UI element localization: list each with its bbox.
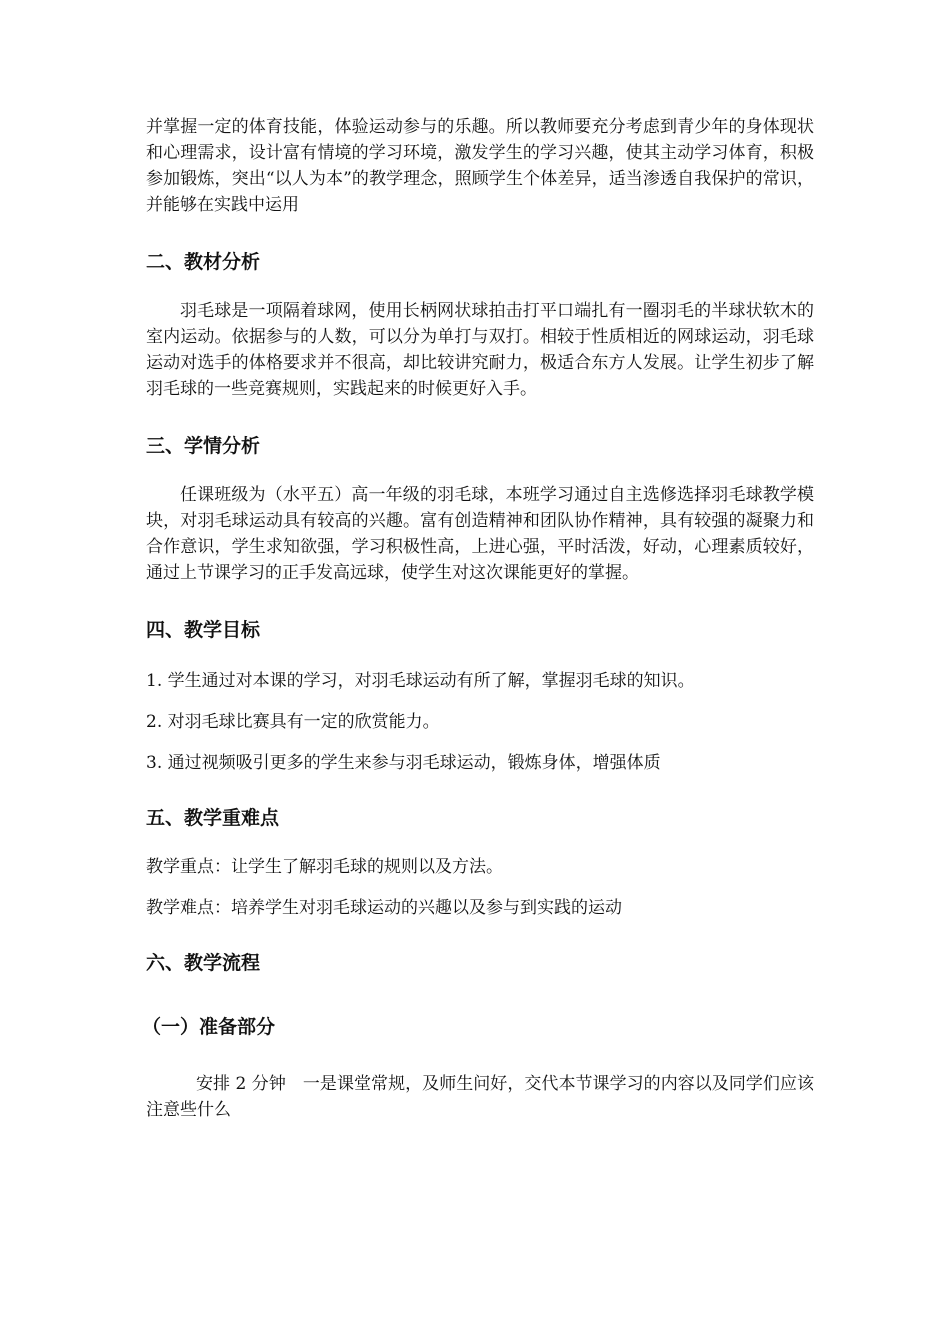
section-heading-key-points: 五、教学重难点: [146, 807, 280, 829]
key-focus: 教学重点：让学生了解羽毛球的规则以及方法。: [146, 857, 503, 877]
key-difficulty: 教学难点：培养学生对羽毛球运动的兴趣以及参与到实践的运动: [146, 898, 622, 918]
preparation-paragraph: 安排 2 分钟 一是课堂常规，及师生问好，交代本节课学习的内容以及同学们应该注意些什么: [146, 1074, 814, 1120]
section-heading-students: 三、学情分析: [146, 435, 261, 457]
section-heading-materials: 二、教材分析: [146, 251, 261, 273]
materials-paragraph: 羽毛球是一项隔着球网，使用长柄网状球拍击打平口端扎有一圈羽毛的半球状软木的室内运动。依据参与的人数，可以分为单打与双打。相较于性质相近的网球运动，羽毛球运动对选手的体格要求并不很高，却比较讲究耐力，极适合东方人发展。让学生初步了解羽毛球的一些竞赛规则，实践起来的时候更好入手。: [146, 301, 814, 399]
section-heading-objectives: 四、教学目标: [146, 619, 261, 641]
section-heading-process: 六、教学流程: [146, 952, 261, 974]
intro-paragraph: 并掌握一定的体育技能，体验运动参与的乐趣。所以教师要充分考虑到青少年的身体现状和心理需求，设计富有情境的学习环境，激发学生的学习兴趣，使其主动学习体育，积极参加锻炼，突出“以人为本”的教学理念，照顾学生个体差异，适当渗透自我保护的常识，并能够在实践中运用: [146, 117, 814, 215]
document-body: [142, 114, 814, 1123]
objective-item-3: 3. 通过视频吸引更多的学生来参与羽毛球运动，锻炼身体，增强体质: [146, 753, 661, 773]
students-paragraph: 任课班级为（水平五）高一年级的羽毛球，本班学习通过自主选修选择羽毛球教学模块，对羽毛球运动具有较高的兴趣。富有创造精神和团队协作精神，具有较强的凝聚力和合作意识，学生求知欲强，学习积极性高，上进心强，平时活泼，好动，心理素质较好，通过上节课学习的正手发高远球，使学生对这次课能更好的掌握。: [146, 485, 814, 583]
objective-item-2: 2. 对羽毛球比赛具有一定的欣赏能力。: [146, 712, 440, 732]
objective-item-1: 1. 学生通过对本课的学习，对羽毛球运动有所了解，掌握羽毛球的知识。: [146, 671, 695, 691]
subsection-heading-preparation: （一）准备部分: [142, 1016, 276, 1038]
